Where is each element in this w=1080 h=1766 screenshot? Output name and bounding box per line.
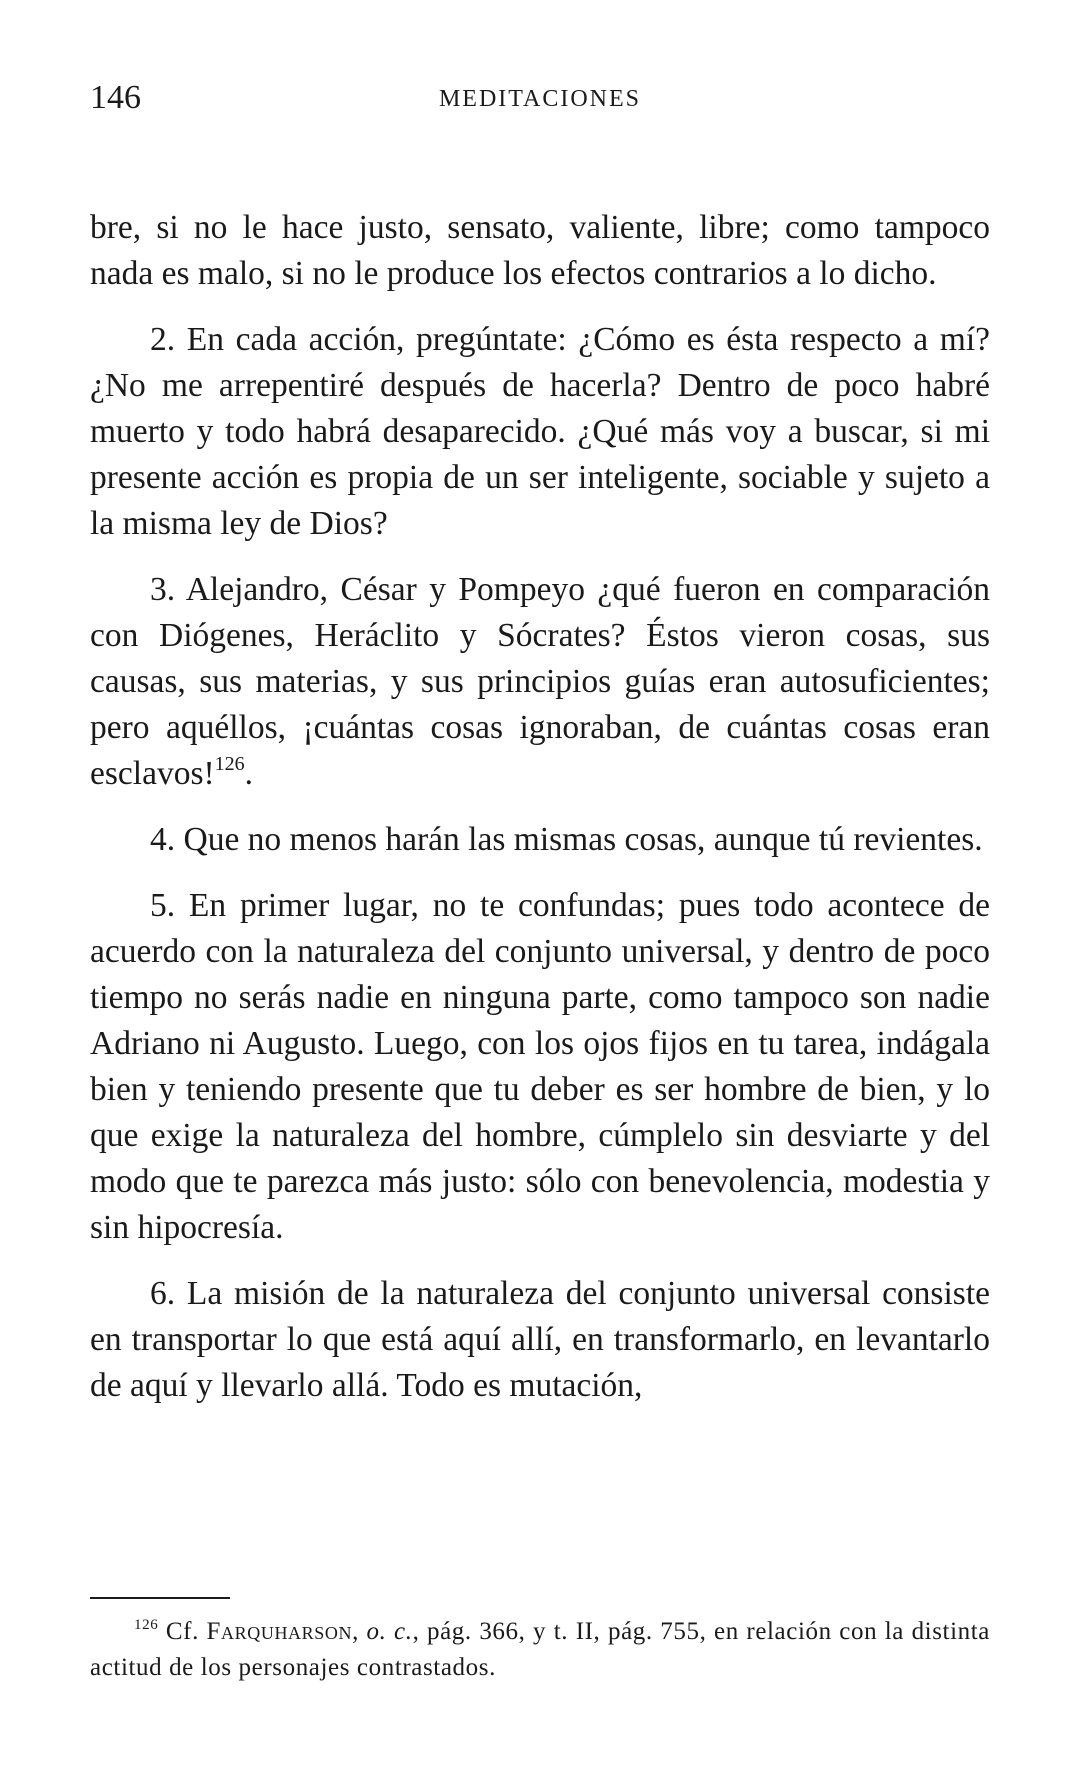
paragraph-3-end: . — [244, 755, 254, 792]
paragraph-3 — [90, 567, 990, 797]
footnote-oc: o. c. — [366, 1618, 413, 1645]
footnote-sep: , — [352, 1618, 359, 1645]
paragraph-5: 5. En primer lugar, no te confundas; pues todo acontece de acuerdo con la naturaleza del conjunto universal, y dentro de poco tiempo no serás nadie en ninguna parte, como tampoco son nadie Adriano ni Augusto. Luego, con los ojos fijos en tu tarea, indágala bien y teniendo presente que tu deber es ser hombre de bien, y lo que exige la naturaleza del hombre, cúmplelo sin desviarte y del modo que te parezca más justo: sólo con benevolencia, modestia y sin hipocresía. — [90, 887, 990, 1246]
footnote — [90, 1614, 990, 1686]
running-head: MEDITACIONES — [438, 86, 642, 112]
page-header — [90, 78, 990, 128]
paragraph-3-text: 3. Alejandro, César y Pompeyo ¿qué fueron en comparación con Diógenes, Heráclito y Sócrates? Éstos vieron cosas, sus causas, sus materias, y sus principios guías eran autosuficientes; pero aquéllos, ¡cuántas cosas ignoraban, de cuántas cosas eran esclavos! — [90, 571, 990, 792]
footnote-number: 126 — [134, 1617, 159, 1633]
body-text — [90, 205, 990, 1429]
paragraph-2: 2. En cada acción, pregúntate: ¿Cómo es ésta respecto a mí? ¿No me arrepentiré después de hacerla? Dentro de poco habré muerto y todo habrá desaparecido. ¿Qué más voy a buscar, si mi presente acción es propia de un ser inteligente, sociable y sujeto a la misma ley de Dios? — [90, 321, 990, 542]
footnote-rest: , pág. 366, y t. II, pág. 755, en relación con la distinta actitud de los personajes contrastados. — [90, 1618, 990, 1681]
paragraph-continuation: bre, si no le hace justo, sensato, valiente, libre; como tampoco nada es malo, si no le produce los efectos contrarios a lo dicho. — [90, 209, 990, 292]
paragraph-6: 6. La misión de la naturaleza del conjunto universal consiste en transportar lo que está aquí allí, en transformarlo, en levantarlo de aquí y llevarlo allá. Todo es mutación, — [90, 1275, 990, 1404]
footnote-separator — [90, 1597, 230, 1599]
paragraph-4: 4. Que no menos harán las mismas cosas, aunque tú revientes. — [150, 821, 983, 858]
footnote-author: Farquharson — [206, 1618, 353, 1645]
footnote-reference: 126 — [214, 753, 245, 775]
page-number: 146 — [90, 79, 141, 116]
footnote-cf: Cf. — [165, 1618, 199, 1645]
